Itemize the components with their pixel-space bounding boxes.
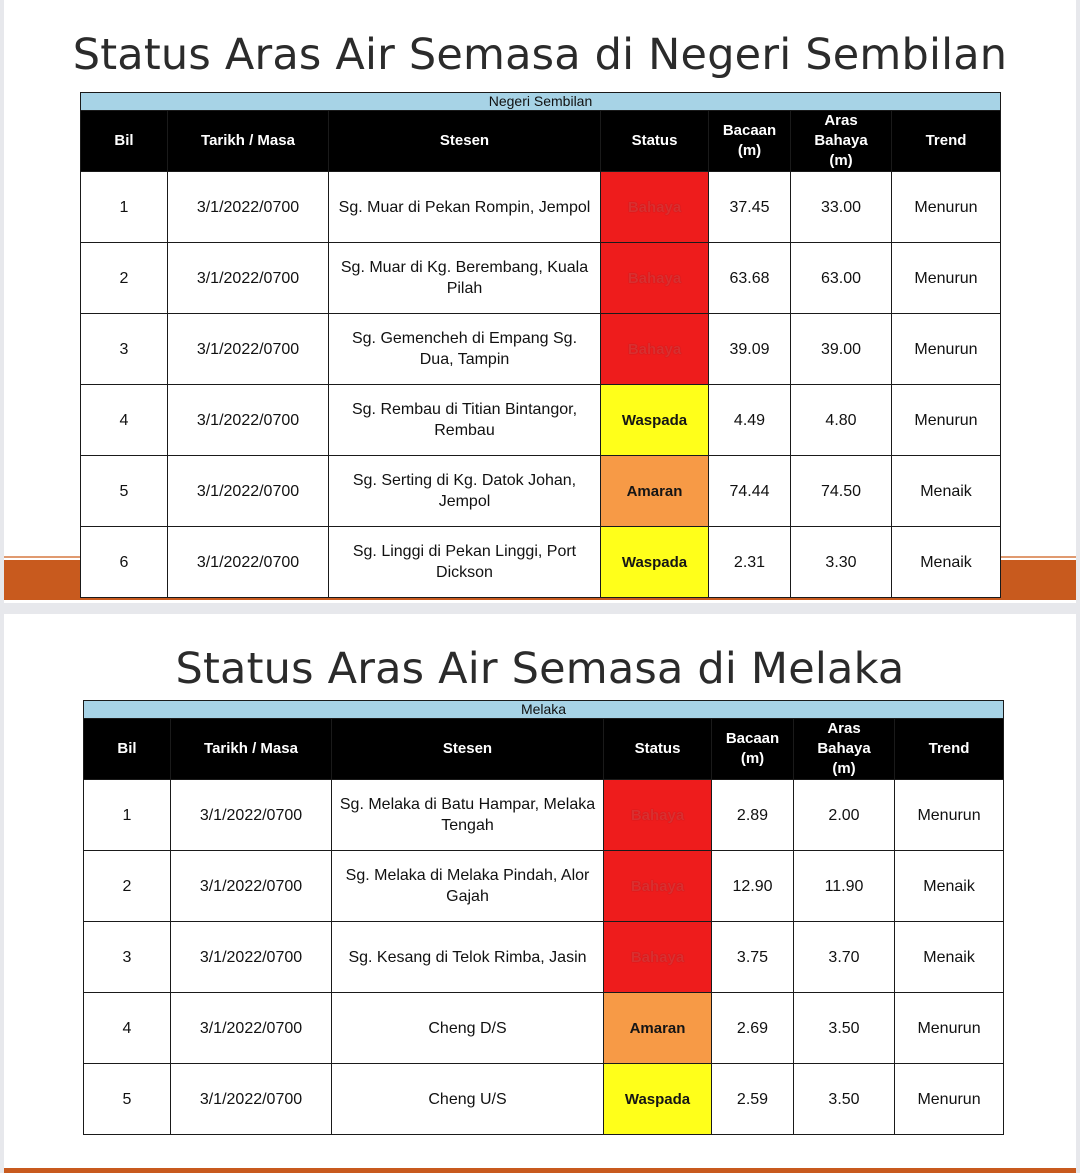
cell-trend: Menurun <box>892 172 1001 243</box>
cell-tarikh: 3/1/2022/0700 <box>171 993 332 1064</box>
cell-aras-bahaya: 11.90 <box>794 851 895 922</box>
cell-bacaan: 2.69 <box>712 993 794 1064</box>
cell-bil: 3 <box>81 314 168 385</box>
table-header-row <box>81 111 1001 172</box>
col-aras-bahaya <box>794 719 895 780</box>
cell-stesen: Sg. Kesang di Telok Rimba, Jasin <box>332 922 604 993</box>
cell-stesen: Sg. Melaka di Batu Hampar, Melaka Tengah <box>332 780 604 851</box>
cell-bil: 2 <box>84 851 171 922</box>
cell-bil: 5 <box>81 456 168 527</box>
table-row <box>84 780 1004 851</box>
cell-bacaan: 2.89 <box>712 780 794 851</box>
table-row <box>81 456 1001 527</box>
cell-aras-bahaya: 39.00 <box>791 314 892 385</box>
cell-aras-bahaya: 2.00 <box>794 780 895 851</box>
cell-aras-bahaya: 3.50 <box>794 1064 895 1135</box>
col-aras-unit: (m) <box>829 152 853 169</box>
cell-stesen: Sg. Gemencheh di Empang Sg. Dua, Tampin <box>329 314 601 385</box>
cell-bacaan: 2.59 <box>712 1064 794 1135</box>
col-status: Status <box>604 719 712 780</box>
cell-stesen: Sg. Melaka di Melaka Pindah, Alor Gajah <box>332 851 604 922</box>
cell-status: Amaran <box>604 993 712 1064</box>
region-label: Negeri Sembilan <box>81 93 1001 111</box>
cell-aras-bahaya: 4.80 <box>791 385 892 456</box>
cell-trend: Menaik <box>895 922 1004 993</box>
cell-trend: Menaik <box>892 456 1001 527</box>
table-row <box>81 243 1001 314</box>
cell-tarikh: 3/1/2022/0700 <box>168 527 329 598</box>
table-row <box>81 314 1001 385</box>
col-status: Status <box>601 111 709 172</box>
cell-bacaan: 63.68 <box>709 243 791 314</box>
cell-stesen: Sg. Serting di Kg. Datok Johan, Jempol <box>329 456 601 527</box>
cell-trend: Menurun <box>895 1064 1004 1135</box>
cell-tarikh: 3/1/2022/0700 <box>171 780 332 851</box>
slide-title: Status Aras Air Semasa di Negeri Sembilan <box>72 30 1008 80</box>
cell-trend: Menaik <box>895 851 1004 922</box>
cell-bil: 4 <box>84 993 171 1064</box>
cell-status: Bahaya <box>601 243 709 314</box>
cell-bacaan: 3.75 <box>712 922 794 993</box>
slide-title: Status Aras Air Semasa di Melaka <box>175 644 905 694</box>
cell-trend: Menurun <box>892 385 1001 456</box>
table-row <box>84 851 1004 922</box>
cell-trend: Menurun <box>892 314 1001 385</box>
table-body <box>84 780 1004 1135</box>
cell-bacaan: 39.09 <box>709 314 791 385</box>
cell-stesen: Cheng D/S <box>332 993 604 1064</box>
table-row <box>84 922 1004 993</box>
cell-trend: Menaik <box>892 527 1001 598</box>
cell-bacaan: 12.90 <box>712 851 794 922</box>
cell-aras-bahaya: 3.50 <box>794 993 895 1064</box>
col-aras-line1: Aras Bahaya <box>814 112 868 149</box>
slide-accent-bar <box>4 1168 1076 1173</box>
col-bacaan-line1: Bacaan <box>725 730 780 747</box>
table-header-row <box>84 719 1004 780</box>
col-bil: Bil <box>81 111 168 172</box>
cell-bacaan: 74.44 <box>709 456 791 527</box>
cell-bacaan: 37.45 <box>709 172 791 243</box>
cell-tarikh: 3/1/2022/0700 <box>168 243 329 314</box>
cell-stesen: Cheng U/S <box>332 1064 604 1135</box>
cell-bacaan: 2.31 <box>709 527 791 598</box>
cell-aras-bahaya: 3.30 <box>791 527 892 598</box>
cell-bil: 6 <box>81 527 168 598</box>
water-level-table <box>80 92 1001 598</box>
col-trend: Trend <box>892 111 1001 172</box>
table-row <box>84 993 1004 1064</box>
col-tarikh: Tarikh / Masa <box>168 111 329 172</box>
cell-stesen: Sg. Muar di Pekan Rompin, Jempol <box>329 172 601 243</box>
cell-bil: 1 <box>81 172 168 243</box>
col-bil: Bil <box>84 719 171 780</box>
cell-aras-bahaya: 3.70 <box>794 922 895 993</box>
cell-status: Waspada <box>604 1064 712 1135</box>
cell-tarikh: 3/1/2022/0700 <box>168 456 329 527</box>
cell-bil: 2 <box>81 243 168 314</box>
region-label: Melaka <box>84 701 1004 719</box>
cell-bil: 1 <box>84 780 171 851</box>
cell-tarikh: 3/1/2022/0700 <box>171 851 332 922</box>
cell-aras-bahaya: 63.00 <box>791 243 892 314</box>
cell-tarikh: 3/1/2022/0700 <box>168 314 329 385</box>
col-bacaan <box>709 111 791 172</box>
col-aras-line1: Aras Bahaya <box>817 720 871 757</box>
slide-melaka <box>4 614 1076 1173</box>
col-trend: Trend <box>895 719 1004 780</box>
water-level-table <box>83 700 1004 1135</box>
col-aras-unit: (m) <box>832 760 856 777</box>
table-row <box>81 385 1001 456</box>
col-bacaan-unit: (m) <box>737 142 762 159</box>
region-band <box>84 701 1004 719</box>
cell-bil: 5 <box>84 1064 171 1135</box>
table-body <box>81 172 1001 598</box>
col-tarikh: Tarikh / Masa <box>171 719 332 780</box>
col-aras-bahaya <box>791 111 892 172</box>
cell-stesen: Sg. Rembau di Titian Bintangor, Rembau <box>329 385 601 456</box>
col-bacaan-unit: (m) <box>740 750 765 767</box>
cell-tarikh: 3/1/2022/0700 <box>171 1064 332 1135</box>
col-stesen: Stesen <box>329 111 601 172</box>
table-row <box>84 1064 1004 1135</box>
cell-status: Waspada <box>601 527 709 598</box>
cell-bacaan: 4.49 <box>709 385 791 456</box>
cell-status: Waspada <box>601 385 709 456</box>
col-bacaan-line1: Bacaan <box>722 122 777 139</box>
cell-status: Bahaya <box>604 922 712 993</box>
cell-trend: Menurun <box>892 243 1001 314</box>
cell-tarikh: 3/1/2022/0700 <box>171 922 332 993</box>
cell-status: Bahaya <box>601 172 709 243</box>
cell-status: Bahaya <box>601 314 709 385</box>
cell-aras-bahaya: 33.00 <box>791 172 892 243</box>
cell-bil: 4 <box>81 385 168 456</box>
cell-tarikh: 3/1/2022/0700 <box>168 172 329 243</box>
cell-status: Bahaya <box>604 851 712 922</box>
table-row <box>81 172 1001 243</box>
slide-negeri-sembilan <box>4 0 1076 603</box>
table-row <box>81 527 1001 598</box>
cell-tarikh: 3/1/2022/0700 <box>168 385 329 456</box>
col-bacaan <box>712 719 794 780</box>
col-stesen: Stesen <box>332 719 604 780</box>
cell-stesen: Sg. Muar di Kg. Berembang, Kuala Pilah <box>329 243 601 314</box>
cell-stesen: Sg. Linggi di Pekan Linggi, Port Dickson <box>329 527 601 598</box>
cell-trend: Menurun <box>895 993 1004 1064</box>
region-band <box>81 93 1001 111</box>
cell-status: Amaran <box>601 456 709 527</box>
cell-aras-bahaya: 74.50 <box>791 456 892 527</box>
cell-bil: 3 <box>84 922 171 993</box>
cell-status: Bahaya <box>604 780 712 851</box>
cell-trend: Menurun <box>895 780 1004 851</box>
